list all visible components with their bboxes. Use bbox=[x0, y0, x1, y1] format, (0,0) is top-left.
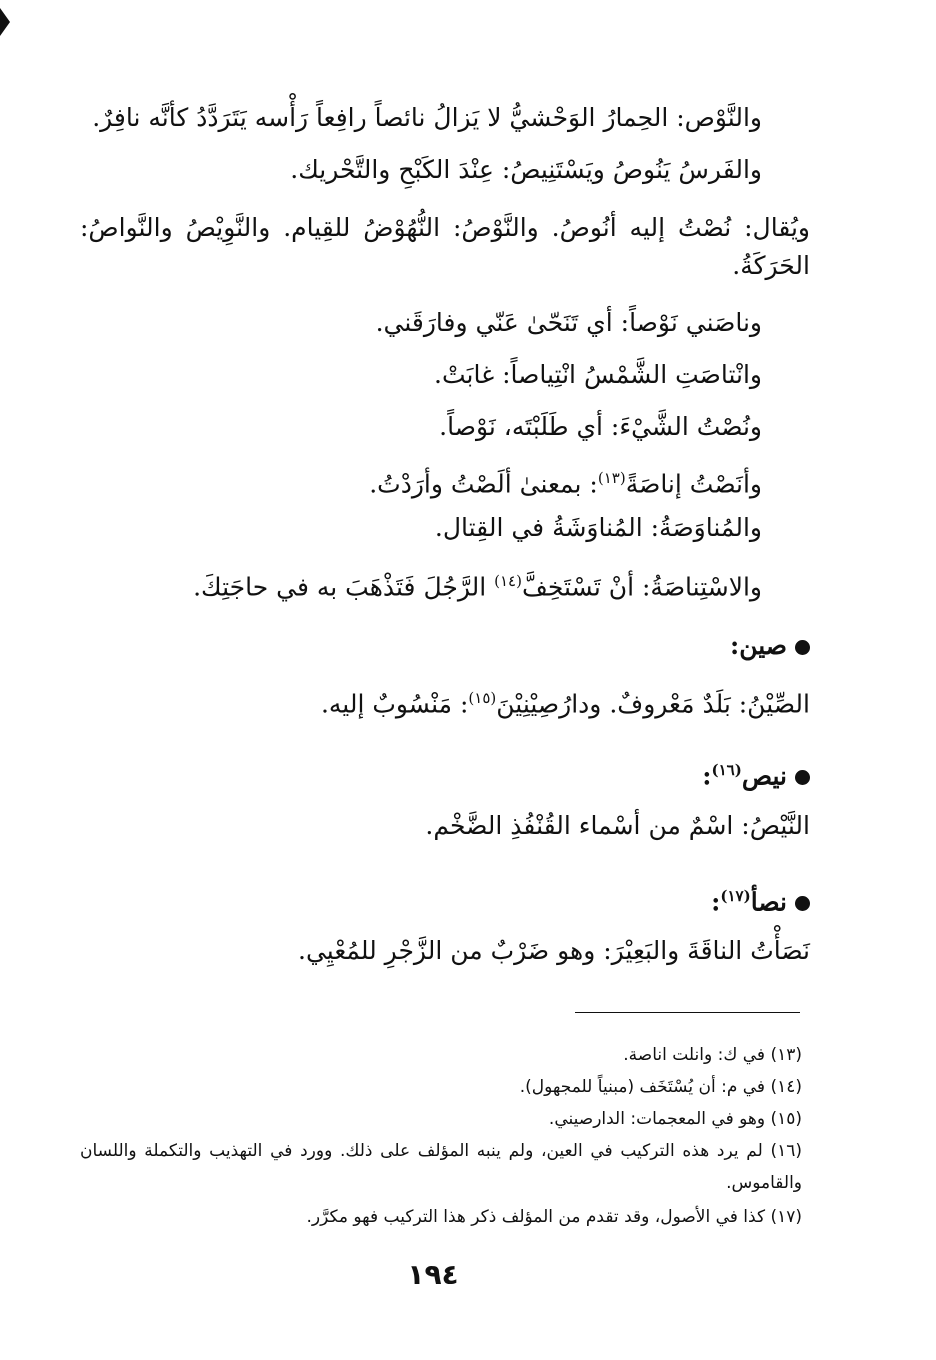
text-line: الحَرَكَةُ. bbox=[732, 251, 810, 280]
text-line: النَّيْصُ: اسْمٌ من أسْماء القُنْفُذِ الضَّخْم. bbox=[425, 811, 810, 840]
text-line: وناصَني نَوْصاً: أي تَنَحّىٰ عَنّي وفارَقَني. bbox=[375, 308, 762, 337]
text-line: ونُصْتُ الشَّيْءَ: أي طَلَبْتَه، نَوْصاً. bbox=[439, 412, 762, 441]
footnote-ref: (١٦) bbox=[711, 761, 742, 779]
text-line: ويُقال: نُصْتُ إليه أنُوصُ. والنَّوْصُ: النُّهُوْضُ للقِيام. والنَّوِيْصُ والنَّواصُ: bbox=[80, 213, 810, 242]
footnote-separator bbox=[575, 1012, 800, 1013]
entry-colon: : bbox=[711, 887, 721, 917]
text-segment: : بمعنىٰ ألَصْتُ وأرَدْتُ. bbox=[369, 469, 598, 499]
corner-mark bbox=[0, 8, 10, 36]
entry-heading-sin bbox=[730, 624, 810, 668]
bullet-icon bbox=[795, 770, 810, 785]
text-line: والفَرسُ يَنُوصُ ويَسْتَنِيصُ: عِنْدَ الكَبْحِ والتَّحْريك. bbox=[290, 155, 762, 184]
text-line bbox=[369, 456, 762, 500]
text-segment: الرَّجُلَ فَتَذْهَبَ به في حاجَتِكَ. bbox=[193, 572, 495, 602]
bullet-icon bbox=[795, 640, 810, 655]
footnote-ref: (١٤) bbox=[494, 572, 522, 590]
entry-heading-nasa bbox=[711, 874, 810, 918]
footnote-16-continued: والقاموس. bbox=[726, 1173, 802, 1193]
footnote-ref: (١٣) bbox=[597, 469, 626, 487]
footnote-13: (١٣) في ك: وانلت اناصة. bbox=[623, 1045, 802, 1065]
text-segment: : مَنْسُوبٌ إليه. bbox=[320, 689, 469, 719]
text-segment: الصِّيْنُ: بَلَدٌ مَعْروفٌ. ودارُصِيْنِيْنَ bbox=[496, 689, 810, 719]
entry-colon: : bbox=[729, 631, 740, 660]
bullet-icon bbox=[795, 896, 810, 911]
entry-root: نيص bbox=[741, 761, 787, 791]
footnote-15: (١٥) وهو في المعجمات: الدارصيني. bbox=[548, 1109, 802, 1129]
text-line: نَصَأْتُ الناقَةَ والبَعِيْرَ: وهو ضَرْبٌ من الزَّجْرِ للمُعْيِي. bbox=[298, 936, 810, 965]
footnote-16: (١٦) لم يرد هذه التركيب في العين، ولم ينبه المؤلف على ذلك. وورد في التهذيب والتكملة واللسان bbox=[80, 1141, 802, 1161]
entry-root: نصأ bbox=[750, 887, 787, 917]
entry-heading-nis bbox=[702, 748, 810, 792]
text-segment: وأنَصْتُ إناصَةً bbox=[625, 469, 762, 499]
footnote-ref: (١٥) bbox=[468, 689, 497, 707]
entry-colon: : bbox=[702, 761, 712, 791]
text-line: والمُناوَصَةُ: المُناوَشَةُ في القِتال. bbox=[434, 513, 762, 542]
text-line: وانْتاصَتِ الشَّمْسُ انْتِياصاً: غابَتْ. bbox=[434, 360, 762, 389]
text-line bbox=[321, 676, 810, 720]
text-line: والنَّوْص: الحِمارُ الوَحْشيُّ لا يَزالُ نائصاً رافِعاً رَأْسه يَتَرَدَّدُ كأنَّه نافِرٌ. bbox=[92, 103, 762, 132]
footnote-14: (١٤) في م: أن يُسْتَخَف (مبنياً للمجهول). bbox=[519, 1077, 802, 1097]
page-number: ١٩٤ bbox=[407, 1258, 459, 1291]
entry-root: صين bbox=[739, 631, 787, 660]
footnote-ref: (١٧) bbox=[720, 887, 751, 905]
footnote-17: (١٧) كذا في الأصول، وقد تقدم من المؤلف ذكر هذا التركيب فهو مكرَّر. bbox=[306, 1207, 802, 1227]
text-line bbox=[193, 559, 762, 603]
text-segment: والاسْتِناصَةُ: أنْ تَسْتَخِفَّ bbox=[521, 572, 762, 602]
